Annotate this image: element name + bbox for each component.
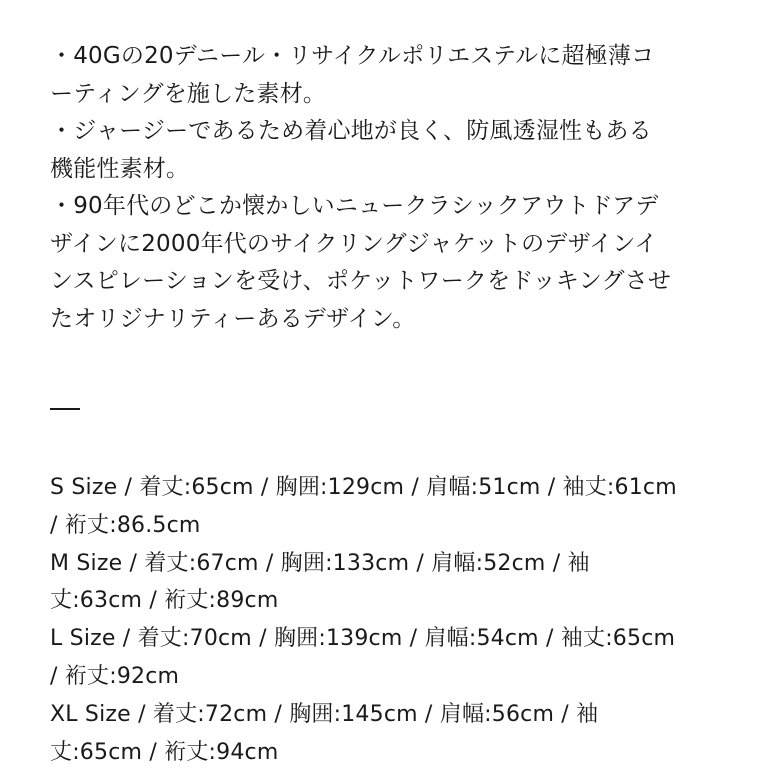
- size-line: / 裄丈:86.5cm: [50, 512, 201, 538]
- description-line: 機能性素材。: [50, 155, 190, 182]
- size-line: / 裄丈:92cm: [50, 663, 180, 689]
- size-line: 丈:63cm / 裄丈:89cm: [50, 588, 279, 614]
- description-line: たオリジナリティーあるデザイン。: [50, 305, 416, 332]
- product-description: [50, 38, 740, 338]
- section-divider: [50, 408, 80, 410]
- description-line: ・40Gの20デニール・リサイクルポリエステルに超極薄コ: [50, 43, 655, 69]
- size-line: 丈:65cm / 裄丈:94cm: [50, 739, 279, 765]
- size-line: M Size / 着丈:67cm / 胸囲:133cm / 肩幅:52cm / 袖: [50, 550, 590, 576]
- size-line: L Size / 着丈:70cm / 胸囲:139cm / 肩幅:54cm / 袖丈:65cm: [50, 626, 676, 652]
- description-line: ーティングを施した素材。: [50, 80, 327, 107]
- size-chart: [50, 469, 750, 771]
- description-line: ・90年代のどこか懐かしいニュークラシックアウトドアデ: [50, 193, 659, 219]
- size-line: XL Size / 着丈:72cm / 胸囲:145cm / 肩幅:56cm / 袖: [50, 701, 599, 727]
- description-line: ザインに2000年代のサイクリングジャケットのデザインイ: [50, 230, 658, 257]
- description-line: ンスピレーションを受け、ポケットワークをドッキングさせ: [50, 268, 672, 294]
- description-line: ・ジャージーであるため着心地が良く、防風透湿性もある: [50, 118, 652, 144]
- size-line: S Size / 着丈:65cm / 胸囲:129cm / 肩幅:51cm / 袖丈:61cm: [50, 475, 677, 500]
